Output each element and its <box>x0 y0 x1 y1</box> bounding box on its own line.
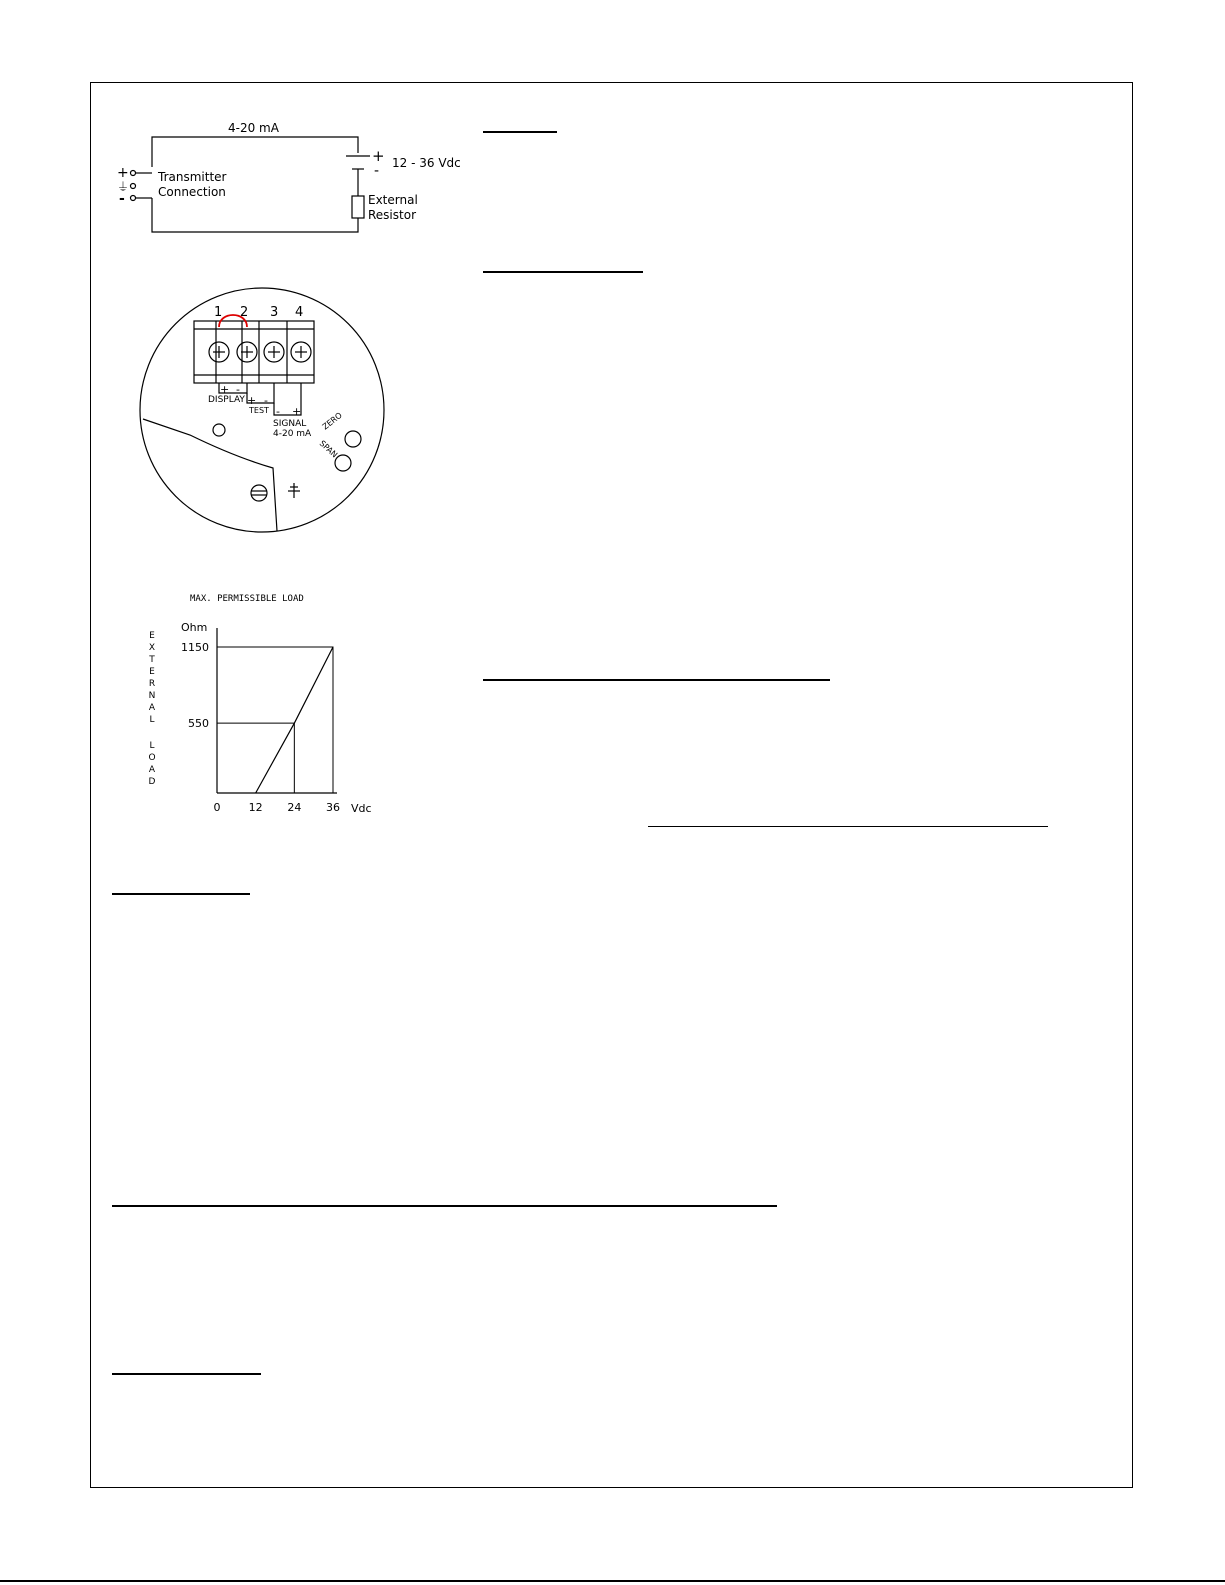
terminal-number: 2 <box>240 305 249 320</box>
y-axis-label-letter: L <box>149 715 155 725</box>
y-axis-label-letter: D <box>148 777 156 787</box>
x-tick-label: 36 <box>326 801 340 814</box>
display-plus: + <box>220 383 230 396</box>
fill-line <box>648 826 1048 827</box>
circuit-diagram <box>110 115 470 240</box>
span-adjust-screw-icon <box>335 455 351 471</box>
circuit-battery-plus: + <box>372 147 385 165</box>
resistor-label-line2: Resistor <box>368 208 416 222</box>
terminal-number: 1 <box>214 305 223 320</box>
zero-adjust-screw-icon <box>345 431 361 447</box>
test-plus: + <box>247 394 257 407</box>
section-heading-rule <box>112 1205 777 1207</box>
y-tick-label: 550 <box>188 717 209 731</box>
y-axis-label-letter: T <box>149 655 155 665</box>
y-axis-label-letter: E <box>149 631 155 641</box>
test-minus: - <box>264 394 268 407</box>
signal-plus: + <box>292 405 302 418</box>
circuit-voltage-label: 12 - 36 Vdc <box>392 156 461 170</box>
transmitter-label-line1: Transmitter <box>158 170 227 184</box>
y-axis-label-letter: X <box>148 643 156 653</box>
test-label: TEST <box>249 406 269 415</box>
section-heading-rule <box>112 1373 261 1375</box>
reference-guide <box>217 647 333 793</box>
circuit-current-label: 4-20 mA <box>228 121 279 135</box>
reference-guide <box>217 723 294 793</box>
section-heading-rule <box>483 679 830 681</box>
chart-y-unit: Ohm <box>181 621 208 634</box>
y-axis-label-letter: A <box>148 703 156 713</box>
y-axis-label-letter: N <box>148 691 156 701</box>
chart-title: MAX. PERMISSIBLE LOAD <box>190 594 304 604</box>
terminal-minus-label: - <box>119 191 125 207</box>
terminal-number: 4 <box>295 305 304 320</box>
y-axis-label-letter: E <box>149 667 155 677</box>
span-label: SPAN <box>317 438 340 460</box>
terminal-plus-label: + <box>117 165 129 181</box>
circuit-battery-minus: - <box>374 163 380 179</box>
section-heading-rule <box>483 131 557 133</box>
earth-symbol-icon <box>288 483 300 498</box>
page-bottom-border <box>0 1580 1225 1582</box>
transmitter-label-line2: Connection <box>158 185 226 199</box>
indicator-icon <box>213 424 225 436</box>
y-axis-label-letter: R <box>148 679 156 689</box>
section-heading-rule <box>483 271 643 273</box>
section-heading-rule <box>112 893 250 895</box>
signal-label: SIGNAL <box>273 419 307 429</box>
display-minus: - <box>236 383 240 396</box>
x-tick-label: 0 <box>213 801 221 814</box>
resistor-label-line1: External <box>368 193 418 207</box>
housing-screw-icon <box>251 485 267 501</box>
signal-minus: - <box>276 405 280 418</box>
chart-x-unit: Vdc <box>351 802 372 815</box>
load-chart <box>135 590 395 825</box>
zero-label: ZERO <box>320 410 344 432</box>
y-tick-label: 1150 <box>181 641 209 654</box>
terminal-housing-diagram <box>135 285 390 535</box>
y-axis-label-letter: A <box>148 765 156 775</box>
y-axis-label-letter: O <box>148 753 156 763</box>
x-tick-label: 24 <box>287 801 302 814</box>
ground-icon: ⏚ <box>117 180 130 194</box>
signal-range-label: 4-20 mA <box>273 429 312 439</box>
terminal-number: 3 <box>270 305 279 320</box>
display-label: DISPLAY <box>208 395 245 405</box>
x-tick-label: 12 <box>248 801 263 814</box>
y-axis-label-letter: L <box>149 741 155 751</box>
